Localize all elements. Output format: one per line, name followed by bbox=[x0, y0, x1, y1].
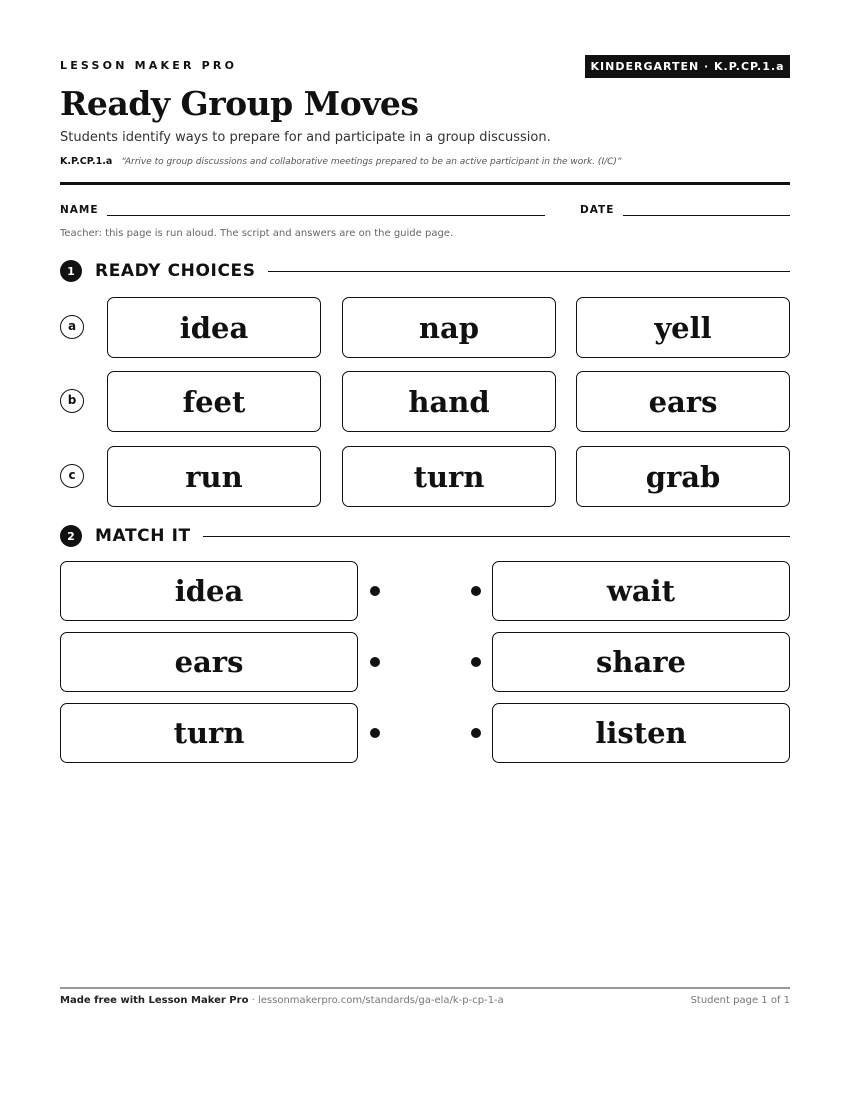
standard-text: “Arrive to group discussions and collaborative meetings prepared to be an active participant in the work. (I/C)” bbox=[121, 157, 622, 167]
choice-card[interactable]: grab bbox=[576, 446, 790, 507]
match-right-dot[interactable] bbox=[471, 657, 481, 667]
match-left-card[interactable]: idea bbox=[60, 561, 358, 621]
header-divider bbox=[60, 182, 790, 185]
name-label: NAME bbox=[60, 204, 99, 216]
footer-divider bbox=[60, 987, 790, 989]
footer-page-number: Student page 1 of 1 bbox=[690, 995, 790, 1006]
choice-card[interactable]: idea bbox=[107, 297, 321, 358]
choice-card[interactable]: ears bbox=[576, 371, 790, 432]
section-divider bbox=[203, 536, 790, 537]
match-left-dot[interactable] bbox=[370, 657, 380, 667]
match-left-dot[interactable] bbox=[370, 728, 380, 738]
choice-card[interactable]: run bbox=[107, 446, 321, 507]
grade-badge: KINDERGARTEN · K.P.CP.1.a bbox=[585, 55, 790, 78]
date-field[interactable] bbox=[623, 215, 790, 216]
match-left-card[interactable]: turn bbox=[60, 703, 358, 763]
brand-name: LESSON MAKER PRO bbox=[60, 59, 238, 72]
choice-card[interactable]: turn bbox=[342, 446, 556, 507]
match-right-dot[interactable] bbox=[471, 728, 481, 738]
match-right-card[interactable]: share bbox=[492, 632, 790, 692]
row-letter-a: a bbox=[60, 315, 84, 339]
footer-credit bbox=[60, 995, 504, 1006]
footer-made-with: Made free with Lesson Maker Pro bbox=[60, 995, 249, 1006]
match-left-dot[interactable] bbox=[370, 586, 380, 596]
choice-card[interactable]: feet bbox=[107, 371, 321, 432]
teacher-note: Teacher: this page is run aloud. The script and answers are on the guide page. bbox=[60, 228, 454, 239]
match-right-card[interactable]: listen bbox=[492, 703, 790, 763]
section-match-it-header bbox=[60, 524, 790, 548]
section-title: MATCH IT bbox=[95, 526, 191, 546]
choice-card[interactable]: yell bbox=[576, 297, 790, 358]
standard-code: K.P.CP.1.a bbox=[60, 156, 113, 167]
choice-card[interactable]: nap bbox=[342, 297, 556, 358]
match-right-card[interactable]: wait bbox=[492, 561, 790, 621]
name-field[interactable] bbox=[107, 215, 545, 216]
footer-url[interactable]: · lessonmakerpro.com/standards/ga-ela/k-p-cp-1-a bbox=[248, 995, 504, 1006]
match-left-card[interactable]: ears bbox=[60, 632, 358, 692]
section-number-badge: 1 bbox=[60, 260, 82, 282]
page-subtitle: Students identify ways to prepare for and participate in a group discussion. bbox=[60, 130, 551, 145]
section-number-badge: 2 bbox=[60, 525, 82, 547]
section-ready-choices-header bbox=[60, 259, 790, 283]
page-title: Ready Group Moves bbox=[60, 84, 419, 123]
choice-card[interactable]: hand bbox=[342, 371, 556, 432]
date-label: DATE bbox=[580, 204, 615, 216]
match-right-dot[interactable] bbox=[471, 586, 481, 596]
row-letter-c: c bbox=[60, 464, 84, 488]
standard-line bbox=[60, 156, 622, 167]
section-title: READY CHOICES bbox=[95, 261, 256, 281]
section-divider bbox=[268, 271, 790, 272]
row-letter-b: b bbox=[60, 389, 84, 413]
